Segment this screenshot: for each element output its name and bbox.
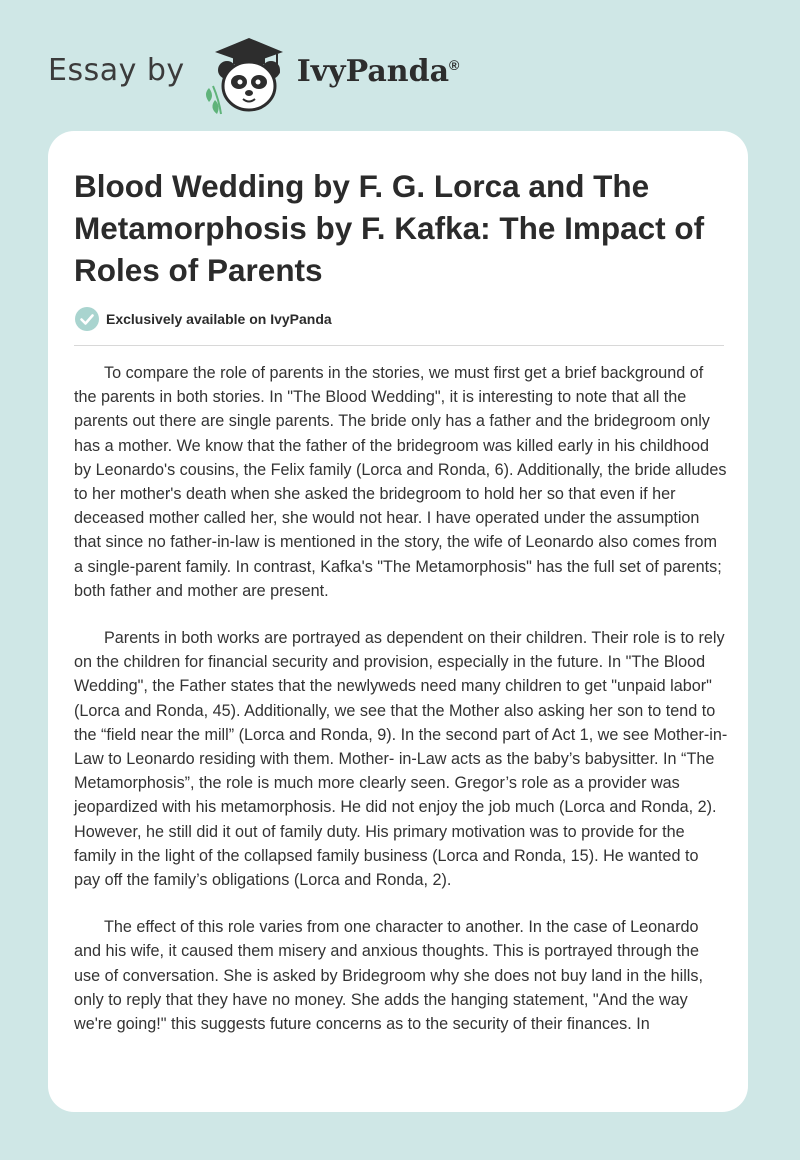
check-circle-icon [74,306,100,332]
brand-text: IvyPanda [296,53,450,89]
paragraph-2: Parents in both works are portrayed as dependent on their children. Their role is to rely on the children for financial security and provision, especially in the future. In "The Blood Wedding", the Father states that the newlyweds need many children to get "unpaid labor" (Lorca and Ronda, 45). Additionally, we see that the Mother also asking her son to tend to the “field near the mill” (Lorca and Ronda, 9). In the second part of Act 1, we see Mother-in-Law to Leonardo residing with them. Mother- in-Law acts as the baby’s babysitter. In “The Metamorphosis”, the role is much more clearly seen. Gregor’s role as a provider was jeopardized with his metamorphosis. He did not enjoy the job much (Lorca and Ronda, 2). However, he still did it out of family duty. His primary motivation was to provide for the family in the light of the collapsed family business (Lorca and Ronda, 15). He wanted to pay off the family’s obligations (Lorca and Ronda, 2). [74,629,728,890]
paragraph-1: To compare the role of parents in the stories, we must first get a brief background of the parents in both stories. In "The Blood Wedding", it is interesting to note that all the parents out there are single parents. The bride only has a father and the bridegroom only has a mother. We know that the father of the bridegroom was killed early in his childhood by Leonardo's cousins, the Felix family (Lorca and Ronda, 6). Additionally, the bride alludes to her mother's death when she asked the bridegroom to hold her so that even if her deceased mother called her, she would not hear. I have operated under the assumption that since no father-in-law is mentioned in the story, the wife of Leonardo also comes from a single-parent family. In contrast, Kafka's "The Metamorphosis" has the full set of parents; both father and mother are present. [74,364,727,600]
site-header [48,28,459,118]
paragraph-3: The effect of this role varies from one character to another. In the case of Leonardo and his wife, it caused them misery and anxious thoughts. This is portrayed through the use of conversation. She is asked by Bridegroom why she does not buy land in the hills, only to reply that they have no money. She adds the hanging statement, "And the way we're going!" this suggests future concerns as to the security of their finances. In [74,918,703,1034]
essay-card [48,131,748,1112]
title-divider [74,345,724,346]
brand-name [297,54,460,89]
exclusive-badge [74,306,332,332]
registered-mark: ® [449,56,460,73]
essay-title: Blood Wedding by F. G. Lorca and The Metamorphosis by F. Kafka: The Impact of Roles of Parents [74,168,705,288]
essay-by-label: Essay by [48,52,185,88]
essay-body [74,361,728,1059]
exclusive-badge-label: Exclusively available on IvyPanda [106,311,332,327]
ivypanda-logo-icon [199,30,291,116]
